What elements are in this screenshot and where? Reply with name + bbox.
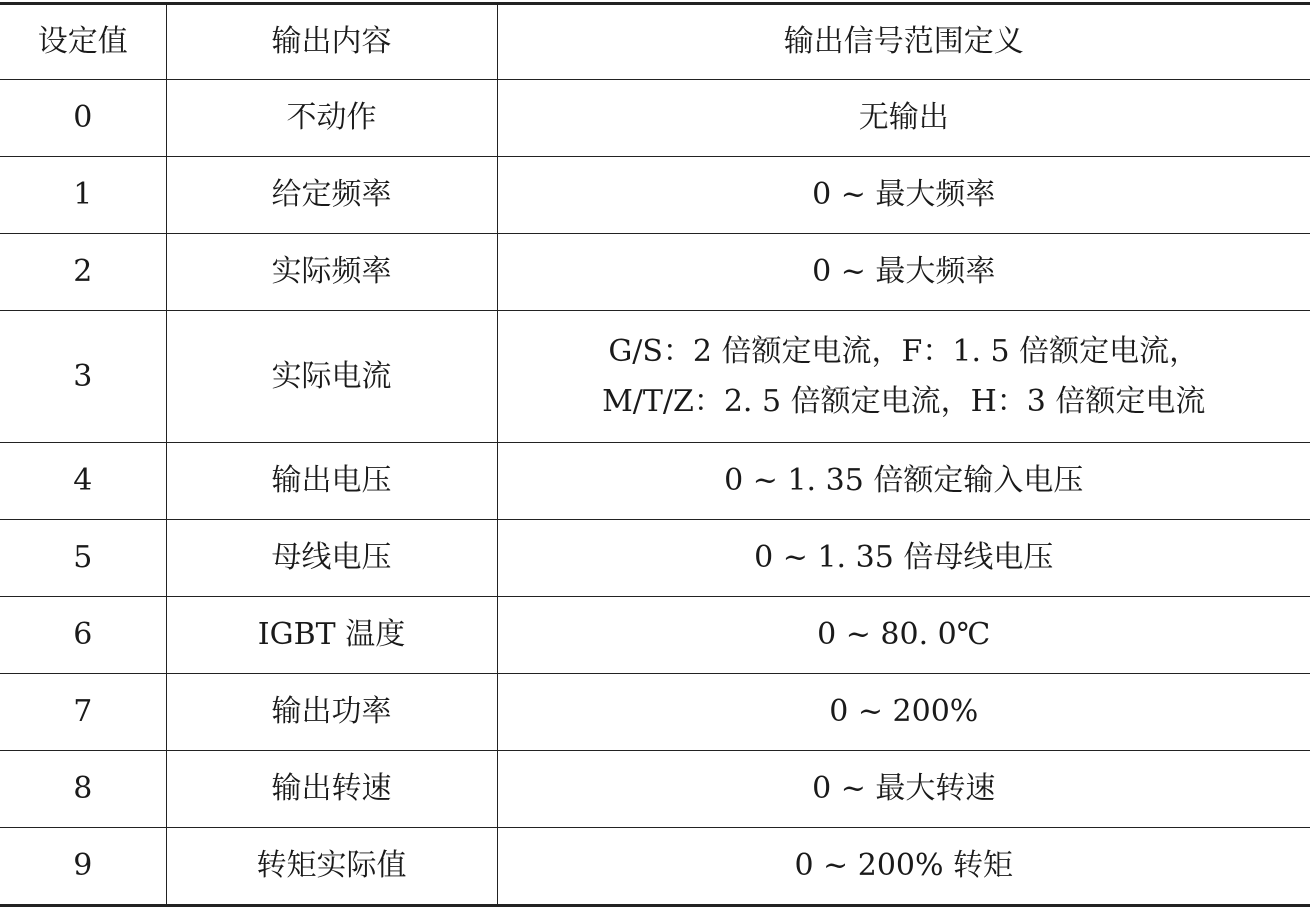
cell-setting-value: 4 <box>0 443 166 520</box>
cell-signal-range: 无输出 <box>497 80 1310 157</box>
cell-output-content: 给定频率 <box>166 157 497 234</box>
cell-signal-range <box>497 311 1310 443</box>
cell-setting-value: 8 <box>0 751 166 828</box>
table-row <box>0 597 1310 674</box>
table-row <box>0 751 1310 828</box>
cell-output-content: 实际电流 <box>166 311 497 443</box>
cell-output-content: 不动作 <box>166 80 497 157</box>
cell-setting-value: 6 <box>0 597 166 674</box>
table-row <box>0 311 1310 443</box>
cell-setting-value: 0 <box>0 80 166 157</box>
cell-output-content: 输出转速 <box>166 751 497 828</box>
cell-setting-value: 1 <box>0 157 166 234</box>
cell-output-content: IGBT 温度 <box>166 597 497 674</box>
cell-signal-range: 0 ~ 最大频率 <box>497 234 1310 311</box>
table-row <box>0 674 1310 751</box>
table-row <box>0 234 1310 311</box>
table-row <box>0 828 1310 906</box>
header-signal-range: 输出信号范围定义 <box>497 4 1310 80</box>
table-row <box>0 80 1310 157</box>
cell-output-content: 转矩实际值 <box>166 828 497 906</box>
cell-setting-value: 9 <box>0 828 166 906</box>
cell-signal-range: 0 ~ 1. 35 倍额定输入电压 <box>497 443 1310 520</box>
cell-signal-range: 0 ~ 最大频率 <box>497 157 1310 234</box>
cell-signal-range: 0 ~ 1. 35 倍母线电压 <box>497 520 1310 597</box>
cell-signal-range: 0 ~ 200% 转矩 <box>497 828 1310 906</box>
cell-output-content: 输出功率 <box>166 674 497 751</box>
header-setting-value: 设定值 <box>0 4 166 80</box>
cell-setting-value: 3 <box>0 311 166 443</box>
cell-output-content: 母线电压 <box>166 520 497 597</box>
table-row <box>0 520 1310 597</box>
cell-signal-range-line-2: M/T/Z：2. 5 倍额定电流，H：3 倍额定电流 <box>602 383 1206 419</box>
cell-signal-range-line-1: G/S：2 倍额定电流，F：1. 5 倍额定电流， <box>608 333 1200 369</box>
cell-setting-value: 5 <box>0 520 166 597</box>
cell-signal-range: 0 ~ 200% <box>497 674 1310 751</box>
table-row <box>0 443 1310 520</box>
header-output-content: 输出内容 <box>166 4 497 80</box>
cell-signal-range: 0 ~ 80. 0℃ <box>497 597 1310 674</box>
output-signal-table <box>0 2 1310 907</box>
cell-output-content: 输出电压 <box>166 443 497 520</box>
cell-setting-value: 2 <box>0 234 166 311</box>
cell-signal-range: 0 ~ 最大转速 <box>497 751 1310 828</box>
cell-setting-value: 7 <box>0 674 166 751</box>
table-header-row <box>0 4 1310 80</box>
cell-output-content: 实际频率 <box>166 234 497 311</box>
table-row <box>0 157 1310 234</box>
